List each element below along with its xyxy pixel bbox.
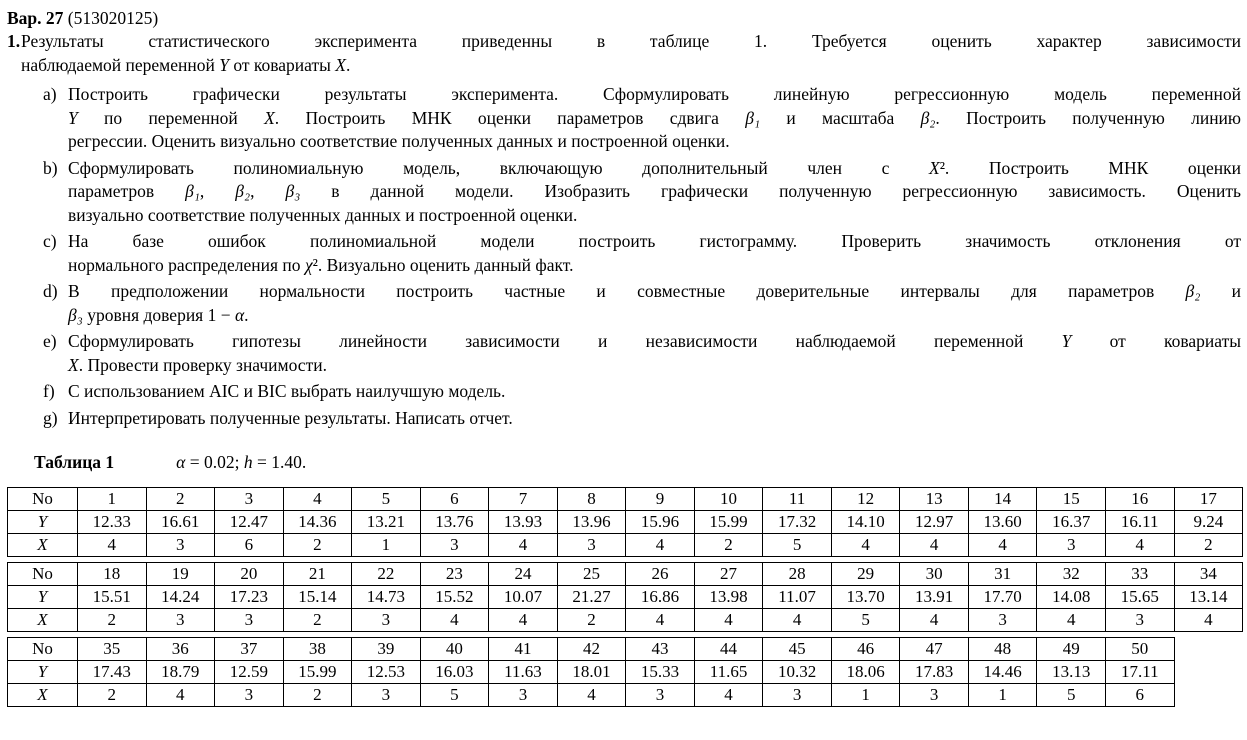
cell-x: 4	[420, 609, 489, 632]
data-tables	[0, 487, 1247, 707]
cell-y: 16.61	[146, 511, 215, 534]
subitem-b-marker: b)	[43, 157, 58, 178]
table-3-row-no	[8, 638, 1175, 661]
cell-y: 16.03	[420, 661, 489, 684]
math-var: β₃	[285, 181, 301, 201]
cell-x: 3	[215, 609, 284, 632]
text-run: = 1.40.	[252, 452, 307, 472]
row-label-x	[8, 684, 78, 707]
cell-x: 2	[283, 534, 352, 557]
cell-x: 3	[352, 684, 421, 707]
text-run: уровня доверия 1 −	[82, 304, 235, 325]
cell-x: 4	[1037, 609, 1106, 632]
subitem-f	[0, 380, 1247, 404]
text-run: . Построить МНК оценки параметров сдвига	[274, 107, 746, 128]
cell-x: 3	[900, 684, 969, 707]
cell-y: 17.43	[78, 661, 147, 684]
cell-y: 15.51	[78, 586, 147, 609]
problem-subitems	[0, 83, 1247, 430]
cell-no: 35	[78, 638, 147, 661]
cell-y: 10.32	[763, 661, 832, 684]
cell-y: 13.76	[420, 511, 489, 534]
cell-no: 44	[694, 638, 763, 661]
subitem-a-marker: a)	[43, 84, 57, 104]
math-var: α	[176, 452, 186, 472]
cell-no: 42	[557, 638, 626, 661]
cell-x: 3	[557, 534, 626, 557]
cell-y: 13.91	[900, 586, 969, 609]
cell-x: 5	[763, 534, 832, 557]
cell-x: 2	[78, 684, 147, 707]
subitem-c-marker: c)	[43, 231, 57, 251]
cell-x: 1	[831, 684, 900, 707]
math-var: X	[264, 107, 275, 128]
subitem-b-lines	[68, 157, 1241, 228]
subitem-c-lines	[68, 230, 1241, 277]
cell-no: 36	[146, 638, 215, 661]
text-run: В предположении нормальности построить частные и совместные доверительные интервалы для параметров	[68, 281, 1186, 301]
subitem-b-line	[68, 157, 1241, 181]
cell-no: 10	[694, 488, 763, 511]
data-table-2	[7, 562, 1243, 632]
cell-y: 12.97	[900, 511, 969, 534]
math-var: β₁	[185, 181, 200, 201]
row-label-x	[8, 609, 78, 632]
cell-x: 2	[78, 609, 147, 632]
text-run: Результаты статистического эксперимента приведенны в таблице 1. Требуется оценить характер зависимости	[21, 31, 1241, 51]
text-run: No	[32, 488, 53, 508]
cell-x: 3	[146, 534, 215, 557]
math-var: X	[37, 609, 48, 629]
math-var: Y	[1061, 331, 1072, 351]
cell-x: 4	[557, 684, 626, 707]
cell-no: 1	[78, 488, 147, 511]
cell-x: 4	[626, 609, 695, 632]
table-3-row-y	[8, 661, 1175, 684]
cell-x: 2	[283, 684, 352, 707]
subitem-c-line	[68, 230, 1241, 254]
cell-y: 15.14	[283, 586, 352, 609]
cell-no: 15	[1037, 488, 1106, 511]
cell-y: 16.37	[1037, 511, 1106, 534]
cell-y: 14.10	[831, 511, 900, 534]
text-run: ². Построить МНК оценки	[939, 157, 1241, 178]
cell-no: 50	[1105, 638, 1174, 661]
text-run: нормального распределения по	[68, 254, 305, 275]
cell-no: 48	[968, 638, 1037, 661]
problem-1-line	[21, 30, 1241, 54]
text-run: визуально соответствие полученных данных и построенной оценки.	[68, 204, 578, 225]
problem-1-lines	[21, 30, 1241, 77]
cell-no: 31	[968, 563, 1037, 586]
table-2-row-y	[8, 586, 1243, 609]
cell-x: 4	[694, 684, 763, 707]
cell-y: 13.60	[968, 511, 1037, 534]
cell-no: 21	[283, 563, 352, 586]
cell-no: 2	[146, 488, 215, 511]
cell-y: 18.06	[831, 661, 900, 684]
cell-x: 4	[900, 609, 969, 632]
text-run: . Провести проверку значимости.	[78, 354, 327, 375]
cell-x: 3	[1105, 609, 1174, 632]
cell-x: 4	[626, 534, 695, 557]
subitem-e-lines	[68, 330, 1241, 377]
cell-y: 18.01	[557, 661, 626, 684]
math-var: α	[234, 304, 245, 325]
cell-y: 14.24	[146, 586, 215, 609]
subitem-d-lines	[68, 280, 1241, 327]
text-run: .	[345, 54, 351, 75]
row-label-y	[8, 661, 78, 684]
cell-no: 11	[763, 488, 832, 511]
text-run: На базе ошибок полиномиальной модели построить гистограмму. Проверить значимость отклонения от	[68, 231, 1241, 251]
math-var: Y	[37, 511, 48, 531]
subitem-a-line	[68, 107, 1241, 131]
data-table-1	[7, 487, 1243, 557]
subitem-g-lines	[68, 407, 1241, 431]
math-var: χ	[304, 254, 313, 275]
cell-y: 15.96	[626, 511, 695, 534]
subitem-f-lines	[68, 380, 1241, 404]
cell-x: 5	[420, 684, 489, 707]
math-var: β₂	[235, 181, 251, 201]
cell-no: 5	[352, 488, 421, 511]
text-run: и	[1200, 281, 1241, 301]
math-var: X	[37, 684, 48, 704]
cell-no: 47	[900, 638, 969, 661]
cell-y: 16.86	[626, 586, 695, 609]
cell-no: 4	[283, 488, 352, 511]
cell-x: 3	[626, 684, 695, 707]
cell-y: 13.93	[489, 511, 558, 534]
cell-no: 33	[1105, 563, 1174, 586]
cell-y: 14.36	[283, 511, 352, 534]
cell-no: 32	[1037, 563, 1106, 586]
subitem-a-line	[68, 130, 1241, 154]
table-3-row-x	[8, 684, 1175, 707]
subitem-a-lines	[68, 83, 1241, 154]
math-var: Y	[219, 54, 229, 75]
subitem-a-line	[68, 83, 1241, 107]
cell-y: 17.70	[968, 586, 1037, 609]
row-label-x	[8, 534, 78, 557]
cell-no: 12	[831, 488, 900, 511]
cell-no: 17	[1174, 488, 1243, 511]
table-1-row-no	[8, 488, 1243, 511]
cell-no: 30	[900, 563, 969, 586]
text-run: .	[244, 304, 249, 325]
problem-1-marker: 1.	[7, 31, 21, 51]
cell-no: 7	[489, 488, 558, 511]
math-var: X	[37, 534, 48, 554]
table-caption	[34, 450, 1247, 474]
cell-x: 4	[489, 609, 558, 632]
cell-no: 26	[626, 563, 695, 586]
table-2-row-no	[8, 563, 1243, 586]
cell-y: 16.11	[1105, 511, 1174, 534]
text-run: Интерпретировать полученные результаты. Написать отчет.	[68, 407, 513, 428]
row-label-no	[8, 638, 78, 661]
cell-no: 37	[215, 638, 284, 661]
cell-y: 15.99	[694, 511, 763, 534]
subitem-d	[0, 280, 1247, 327]
cell-no: 24	[489, 563, 558, 586]
cell-x: 5	[1037, 684, 1106, 707]
cell-no: 14	[968, 488, 1037, 511]
subitem-g-marker: g)	[43, 407, 58, 428]
cell-x: 4	[968, 534, 1037, 557]
text-run: и масштаба	[760, 107, 921, 128]
text-run: от ковариаты	[228, 54, 336, 75]
cell-y: 10.07	[489, 586, 558, 609]
text-run: No	[32, 638, 53, 658]
text-run: No	[32, 563, 53, 583]
cell-x: 4	[694, 609, 763, 632]
cell-y: 17.32	[763, 511, 832, 534]
text-run: . Построить полученную линию	[935, 107, 1241, 128]
cell-no: 25	[557, 563, 626, 586]
cell-no: 27	[694, 563, 763, 586]
subitem-b	[0, 157, 1247, 228]
subitem-c-line	[68, 254, 1241, 278]
text-run: в данной модели. Изобразить графически полученную регрессионную зависимость. Оценить	[300, 181, 1241, 201]
text-run: Построить графически результаты эксперимента. Сформулировать линейную регрессионную модель переменной	[68, 84, 1241, 104]
cell-no: 43	[626, 638, 695, 661]
cell-no: 19	[146, 563, 215, 586]
text-run: ,	[199, 181, 236, 201]
cell-no: 39	[352, 638, 421, 661]
cell-y: 12.47	[215, 511, 284, 534]
cell-x: 4	[831, 534, 900, 557]
cell-y: 11.63	[489, 661, 558, 684]
table-1-row-y	[8, 511, 1243, 534]
subitem-c	[0, 230, 1247, 277]
text-run: параметров	[68, 181, 186, 201]
cell-x: 2	[1174, 534, 1243, 557]
subitem-a	[0, 83, 1247, 154]
cell-y: 15.52	[420, 586, 489, 609]
text-run: от ковариаты	[1071, 331, 1242, 351]
row-label-no	[8, 488, 78, 511]
cell-x: 4	[146, 684, 215, 707]
problem-1-line	[21, 54, 1241, 78]
cell-y: 17.11	[1105, 661, 1174, 684]
cell-y: 13.14	[1174, 586, 1243, 609]
variant-code: (513020125)	[63, 8, 159, 28]
text-run: ,	[250, 181, 286, 201]
table-caption-label: Таблица 1	[34, 452, 115, 472]
cell-y: 15.65	[1105, 586, 1174, 609]
data-table-3	[7, 637, 1175, 707]
cell-y: 13.96	[557, 511, 626, 534]
math-var: Y	[37, 661, 48, 681]
cell-x: 3	[352, 609, 421, 632]
cell-x: 4	[763, 609, 832, 632]
cell-no: 3	[215, 488, 284, 511]
variant-header	[7, 6, 1247, 30]
cell-y: 12.53	[352, 661, 421, 684]
math-var: β₂	[1185, 281, 1201, 301]
cell-x: 2	[283, 609, 352, 632]
cell-no: 6	[420, 488, 489, 511]
math-var: X	[928, 157, 940, 178]
cell-x: 3	[215, 684, 284, 707]
subitem-f-line	[68, 380, 1241, 404]
cell-y: 9.24	[1174, 511, 1243, 534]
subitem-b-line	[68, 180, 1241, 204]
subitem-g-line	[68, 407, 1241, 431]
cell-y: 14.08	[1037, 586, 1106, 609]
text-run: = 0.02;	[185, 452, 244, 472]
cell-y: 12.59	[215, 661, 284, 684]
subitem-e-line	[68, 330, 1241, 354]
problem-1	[0, 30, 1247, 77]
cell-no: 20	[215, 563, 284, 586]
cell-y: 11.07	[763, 586, 832, 609]
cell-no: 49	[1037, 638, 1106, 661]
math-var: β₁	[745, 107, 761, 128]
cell-x: 3	[1037, 534, 1106, 557]
cell-no: 8	[557, 488, 626, 511]
table-1-row-x	[8, 534, 1243, 557]
cell-x: 2	[694, 534, 763, 557]
cell-no: 23	[420, 563, 489, 586]
cell-no: 22	[352, 563, 421, 586]
text-run: наблюдаемой переменной	[21, 54, 220, 75]
cell-y: 14.73	[352, 586, 421, 609]
cell-x: 3	[489, 684, 558, 707]
cell-x: 3	[420, 534, 489, 557]
cell-no: 40	[420, 638, 489, 661]
math-var: Y	[68, 107, 78, 128]
math-var: Y	[37, 586, 48, 606]
table-caption-params	[176, 452, 306, 472]
subitem-g	[0, 407, 1247, 431]
math-var: X	[335, 54, 346, 75]
text-run: С использованием AIC и BIC выбрать наилучшую модель.	[68, 381, 506, 401]
cell-y: 13.21	[352, 511, 421, 534]
cell-x: 1	[968, 684, 1037, 707]
cell-y: 17.83	[900, 661, 969, 684]
cell-y: 15.33	[626, 661, 695, 684]
cell-no: 29	[831, 563, 900, 586]
math-var: X	[68, 354, 79, 375]
row-label-y	[8, 511, 78, 534]
cell-no: 41	[489, 638, 558, 661]
cell-x: 3	[763, 684, 832, 707]
cell-y: 17.23	[215, 586, 284, 609]
table-2-row-x	[8, 609, 1243, 632]
math-var: β₂	[920, 107, 936, 128]
text-run: ². Визуально оценить данный факт.	[312, 254, 574, 275]
cell-y: 11.65	[694, 661, 763, 684]
cell-no: 34	[1174, 563, 1243, 586]
cell-x: 6	[215, 534, 284, 557]
subitem-b-line	[68, 204, 1241, 228]
math-var: β₃	[68, 304, 83, 325]
cell-no: 13	[900, 488, 969, 511]
cell-no: 18	[78, 563, 147, 586]
cell-x: 4	[1174, 609, 1243, 632]
math-var: h	[243, 452, 253, 472]
cell-y: 13.13	[1037, 661, 1106, 684]
cell-y: 14.46	[968, 661, 1037, 684]
cell-x: 1	[352, 534, 421, 557]
subitem-d-line	[68, 304, 1241, 328]
cell-x: 3	[146, 609, 215, 632]
subitem-e	[0, 330, 1247, 377]
cell-no: 28	[763, 563, 832, 586]
subitem-f-marker: f)	[43, 381, 55, 401]
cell-x: 4	[900, 534, 969, 557]
variant-label: Вар. 27	[7, 8, 64, 28]
subitem-d-line	[68, 280, 1241, 304]
cell-y: 18.79	[146, 661, 215, 684]
cell-x: 2	[557, 609, 626, 632]
subitem-e-line	[68, 354, 1241, 378]
cell-y: 15.99	[283, 661, 352, 684]
text-run: Сформулировать полиномиальную модель, включающую дополнительный член с	[68, 157, 929, 178]
cell-no: 46	[831, 638, 900, 661]
cell-no: 38	[283, 638, 352, 661]
cell-y: 13.98	[694, 586, 763, 609]
cell-x: 4	[489, 534, 558, 557]
cell-x: 6	[1105, 684, 1174, 707]
cell-no: 45	[763, 638, 832, 661]
cell-x: 4	[78, 534, 147, 557]
subitem-e-marker: e)	[43, 331, 57, 351]
text-run: регрессии. Оценить визуально соответствие полученных данных и построенной оценки.	[68, 131, 730, 151]
cell-x: 5	[831, 609, 900, 632]
row-label-y	[8, 586, 78, 609]
row-label-no	[8, 563, 78, 586]
cell-y: 21.27	[557, 586, 626, 609]
cell-y: 12.33	[78, 511, 147, 534]
cell-no: 9	[626, 488, 695, 511]
cell-x: 4	[1105, 534, 1174, 557]
cell-no: 16	[1105, 488, 1174, 511]
text-run: Сформулировать гипотезы линейности зависимости и независимости наблюдаемой переменной	[68, 331, 1062, 351]
text-run: по переменной	[77, 107, 265, 128]
cell-x: 3	[968, 609, 1037, 632]
subitem-d-marker: d)	[43, 281, 58, 301]
cell-y: 13.70	[831, 586, 900, 609]
